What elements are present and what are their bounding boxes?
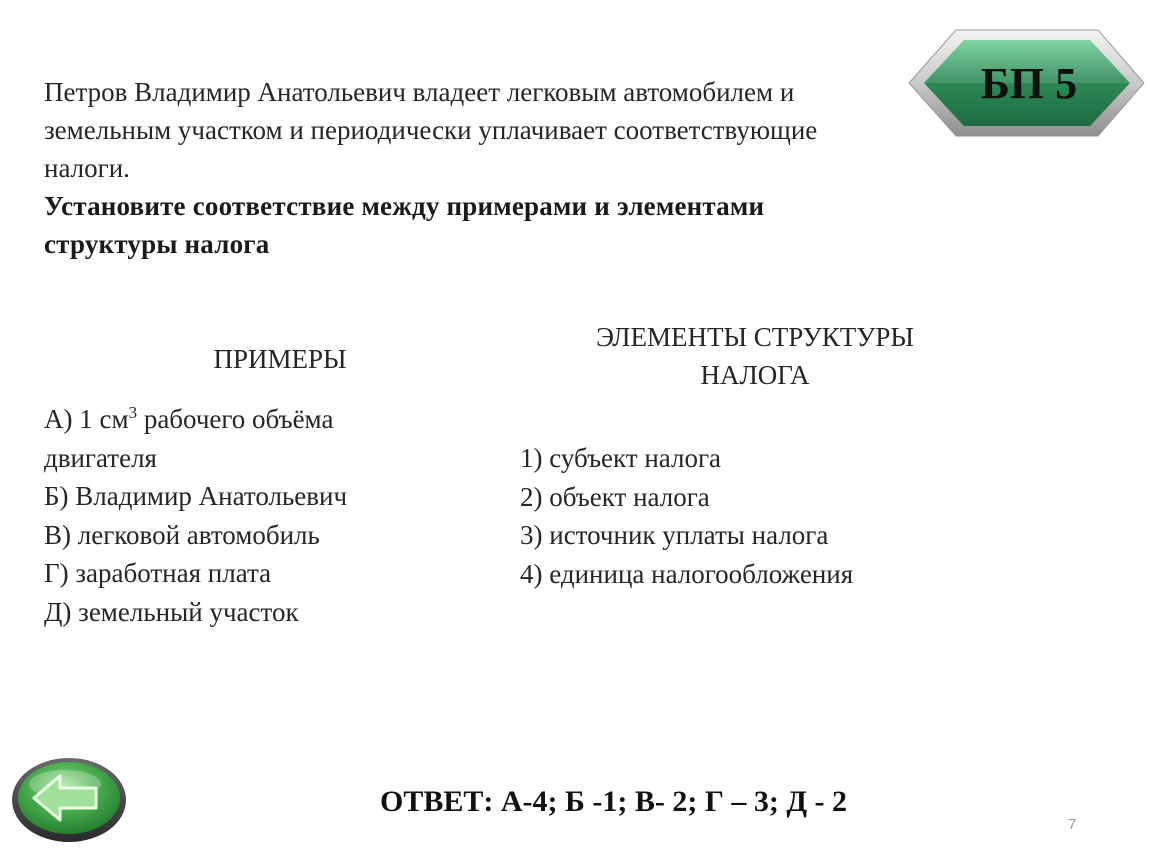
answer-text: ОТВЕТ: А-4; Б -1; В- 2; Г – 3; Д - 2 (380, 785, 848, 818)
badge-label: БП 5 (980, 58, 1078, 108)
intro-block (44, 73, 904, 263)
example-item-b: Б) Владимир Анатольевич (44, 481, 348, 511)
example-a-prefix: А) 1 см (44, 404, 129, 434)
example-item-a (44, 400, 424, 477)
example-item-g: Г) заработная плата (44, 558, 272, 588)
example-a-superscript: 3 (128, 403, 138, 422)
left-arrow-icon (10, 756, 128, 844)
elements-list (520, 439, 980, 593)
task-instruction: Установите соответствие между примерами и элементами структуры налога (44, 191, 765, 259)
example-a-suffix: рабочего объёма двигателя (44, 404, 334, 473)
element-item-1: 1) субъект налога (520, 443, 722, 473)
element-item-2: 2) объект налога (520, 481, 710, 512)
example-item-v: В) легковой автомобиль (44, 519, 320, 550)
examples-heading: ПРИМЕРЫ (213, 344, 347, 374)
element-item-3: 3) источник уплаты налога (520, 520, 829, 550)
slide-badge (904, 24, 1150, 142)
elements-heading: ЭЛЕМЕНТЫ СТРУКТУРЫ НАЛОГА (596, 322, 914, 390)
element-item-4: 4) единица налогообложения (520, 558, 854, 589)
page-number: 7 (1068, 816, 1077, 833)
back-button[interactable] (10, 756, 128, 844)
problem-statement: Петров Владимир Анатольевич владеет легковым автомобилем и земельным участком и периодически уплачивает соответствующие налоги. (44, 77, 818, 183)
examples-list (44, 400, 424, 631)
example-item-d: Д) земельный участок (44, 596, 299, 627)
